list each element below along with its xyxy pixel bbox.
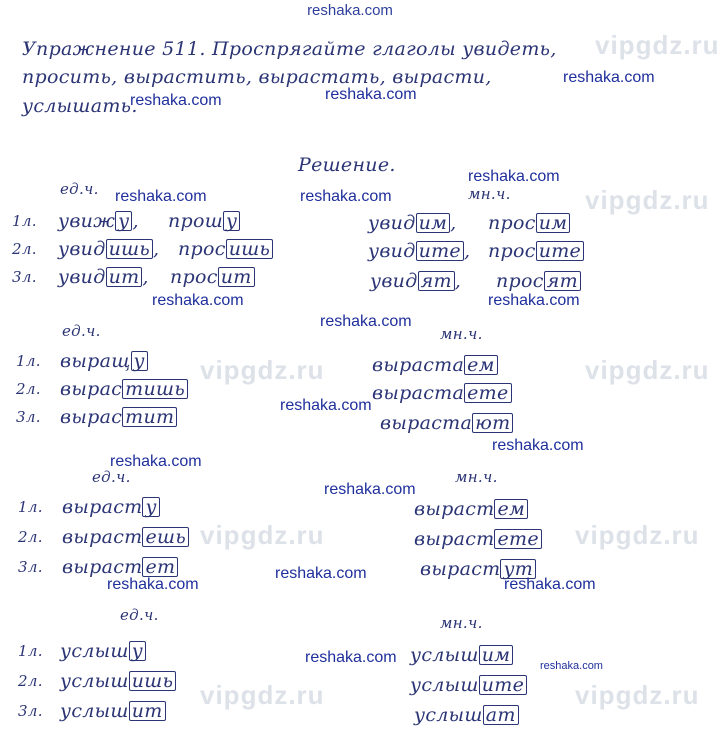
ending-box: ит bbox=[106, 267, 143, 287]
label-singular: ед.ч. bbox=[62, 322, 101, 340]
ending-box: ишь bbox=[106, 239, 153, 259]
ending-box: ите bbox=[536, 241, 584, 261]
verb-form: вырас тит bbox=[60, 406, 177, 428]
verb-form: выраст ем bbox=[414, 498, 528, 520]
label-singular: ед.ч. bbox=[92, 468, 131, 486]
task-line-1: Упражнение 511. Проспрягайте глаголы увидеть, bbox=[22, 38, 557, 60]
watermark-vipgdz: vipgdz.ru bbox=[200, 520, 325, 550]
verb-form: услыш ите bbox=[410, 674, 527, 696]
verb-form: увиж у , bbox=[58, 210, 139, 232]
watermark-vipgdz: vipgdz.ru bbox=[575, 680, 700, 710]
verb-form: услыш им bbox=[410, 644, 513, 666]
verb-form: выраста ют bbox=[380, 412, 513, 434]
person-label: 1л. bbox=[12, 212, 37, 230]
label-singular: ед.ч. bbox=[120, 606, 159, 624]
ending-box: ут bbox=[500, 559, 536, 579]
verb-form: увид ят , bbox=[370, 270, 462, 292]
verb-form: услыш у bbox=[60, 640, 146, 662]
watermark-reshaka: reshaka.com bbox=[320, 313, 412, 330]
person-label: 3л. bbox=[16, 408, 41, 426]
verb-form: увид ишь , bbox=[58, 238, 160, 260]
label-plural: мн.ч. bbox=[440, 614, 483, 632]
verb-form: выращ у bbox=[60, 350, 148, 372]
ending-box: ем bbox=[494, 499, 528, 519]
verb-form: увид ит , bbox=[58, 266, 149, 288]
solution-heading: Решение. bbox=[298, 154, 396, 176]
verb-form: выраст ете bbox=[414, 528, 542, 550]
ending-box: ешь bbox=[142, 527, 189, 547]
verb-form: прош у bbox=[168, 210, 240, 232]
ending-box: ют bbox=[472, 413, 513, 433]
ending-box: у bbox=[223, 211, 240, 231]
watermark-reshaka: reshaka.com bbox=[115, 188, 207, 205]
watermark-vipgdz: vipgdz.ru bbox=[200, 680, 325, 710]
ending-box: ат bbox=[483, 705, 519, 725]
person-label: 3л. bbox=[12, 268, 37, 286]
verb-form: выраст ет bbox=[62, 556, 178, 578]
verb-form: услыш ит bbox=[60, 700, 166, 722]
verb-form: выраст ешь bbox=[62, 526, 189, 548]
label-plural: мн.ч. bbox=[468, 185, 511, 203]
ending-box: ите bbox=[416, 241, 464, 261]
watermark-vipgdz: vipgdz.ru bbox=[575, 520, 700, 550]
verb-form: прос ите bbox=[488, 240, 584, 262]
label-plural: мн.ч. bbox=[440, 325, 483, 343]
label-plural: мн.ч. bbox=[455, 468, 498, 486]
watermark-reshaka: reshaka.com bbox=[492, 437, 584, 454]
watermark-reshaka: reshaka.com bbox=[324, 481, 416, 498]
person-label: 2л. bbox=[18, 528, 43, 546]
watermark-reshaka: reshaka.com bbox=[152, 292, 244, 309]
verb-form: вырас тишь bbox=[60, 378, 188, 400]
verb-form: прос ят bbox=[496, 270, 581, 292]
watermark-reshaka: reshaka.com bbox=[563, 69, 655, 86]
ending-box: тит bbox=[122, 407, 177, 427]
person-label: 2л. bbox=[18, 672, 43, 690]
ending-box: ит bbox=[129, 701, 166, 721]
watermark-reshaka: reshaka.com bbox=[107, 576, 199, 593]
watermark-vipgdz: vipgdz.ru bbox=[200, 355, 325, 385]
person-label: 2л. bbox=[16, 380, 41, 398]
ending-box: у bbox=[115, 211, 132, 231]
watermark-reshaka: reshaka.com bbox=[325, 86, 417, 103]
watermark-reshaka: reshaka.com bbox=[488, 292, 580, 309]
label-singular: ед.ч. bbox=[60, 180, 99, 198]
verb-form: выраста ете bbox=[372, 382, 512, 404]
verb-form: услыш ишь bbox=[60, 670, 176, 692]
person-label: 2л. bbox=[12, 240, 37, 258]
ending-box: у bbox=[129, 641, 146, 661]
person-label: 1л. bbox=[16, 352, 41, 370]
watermark-reshaka: reshaka.com bbox=[130, 92, 222, 109]
ending-box: у bbox=[142, 497, 159, 517]
ending-box: у bbox=[131, 351, 148, 371]
ending-box: ете bbox=[464, 383, 511, 403]
verb-form: выраст ут bbox=[420, 558, 536, 580]
watermark-reshaka: reshaka.com bbox=[110, 453, 202, 470]
watermark-vipgdz: vipgdz.ru bbox=[585, 185, 710, 215]
person-label: 1л. bbox=[18, 498, 43, 516]
verb-form: услыш ат bbox=[414, 704, 519, 726]
ending-box: им bbox=[536, 213, 571, 233]
watermark-reshaka: reshaka.com bbox=[305, 649, 397, 666]
ending-box: им bbox=[416, 213, 451, 233]
watermark-vipgdz: vipgdz.ru bbox=[585, 355, 710, 385]
verb-form: выраста ем bbox=[372, 354, 498, 376]
watermark-reshaka: reshaka.com bbox=[504, 576, 596, 593]
watermark-reshaka: reshaka.com bbox=[275, 565, 367, 582]
verb-form: выраст у bbox=[62, 496, 160, 518]
verb-form: увид им , bbox=[368, 212, 457, 234]
watermark-reshaka: reshaka.com bbox=[468, 168, 560, 185]
verb-form: увид ите , bbox=[368, 240, 471, 262]
ending-box: ит bbox=[218, 267, 255, 287]
ending-box: ет bbox=[142, 557, 178, 577]
ending-box: ем bbox=[464, 355, 498, 375]
ending-box: ят bbox=[418, 271, 455, 291]
person-label: 1л. bbox=[18, 642, 43, 660]
verb-form: прос ишь bbox=[178, 238, 273, 260]
verb-form: прос им bbox=[488, 212, 570, 234]
ending-box: ят bbox=[544, 271, 581, 291]
watermark-reshaka: reshaka.com bbox=[540, 660, 603, 672]
task-line-2: просить, вырастить, вырастать, вырасти, bbox=[22, 66, 492, 88]
watermark-reshaka: reshaka.com bbox=[280, 397, 372, 414]
verb-form: прос ит bbox=[170, 266, 255, 288]
ending-box: тишь bbox=[122, 379, 188, 399]
ending-box: ете bbox=[494, 529, 541, 549]
ending-box: им bbox=[479, 645, 514, 665]
task-line-3: услышать. bbox=[22, 95, 138, 117]
watermark-vipgdz: vipgdz.ru bbox=[595, 30, 720, 60]
person-label: 3л. bbox=[18, 558, 43, 576]
watermark-top: reshaka.com bbox=[307, 2, 393, 19]
person-label: 3л. bbox=[18, 702, 43, 720]
ending-box: ишь bbox=[226, 239, 273, 259]
watermark-reshaka: reshaka.com bbox=[300, 188, 392, 205]
ending-box: ишь bbox=[129, 671, 176, 691]
ending-box: ите bbox=[479, 675, 527, 695]
